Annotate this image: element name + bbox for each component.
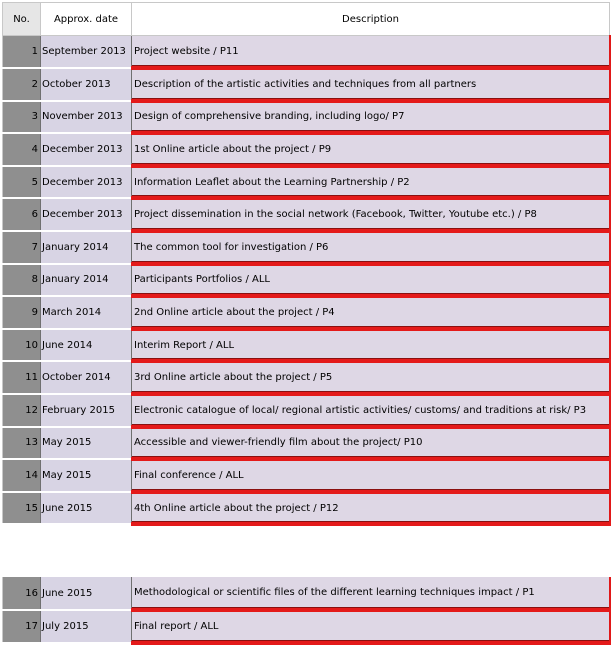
- row-number: 5: [3, 166, 41, 199]
- row-number: 1: [3, 36, 41, 69]
- row-description: Accessible and viewer-friendly film about the project/ P10: [132, 427, 610, 460]
- row-description: Description of the artistic activities and techniques from all partners: [132, 68, 610, 101]
- table-row: [3, 166, 610, 199]
- table-row: [3, 492, 610, 525]
- row-description: Project dissemination in the social network (Facebook, Twitter, Youtube etc.) / P8: [132, 198, 610, 231]
- row-description: Participants Portfolios / ALL: [132, 264, 610, 297]
- table-row: [3, 361, 610, 394]
- row-number: 16: [3, 577, 41, 610]
- row-date: June 2014: [41, 329, 132, 362]
- row-description: Interim Report / ALL: [132, 329, 610, 362]
- row-number: 8: [3, 264, 41, 297]
- header-date: Approx. date: [41, 3, 132, 36]
- table-row: [3, 610, 610, 643]
- table-row: [3, 427, 610, 460]
- row-number: 6: [3, 198, 41, 231]
- row-description: Project website / P11: [132, 36, 610, 69]
- row-date: May 2015: [41, 427, 132, 460]
- table-row: [3, 198, 610, 231]
- row-date: December 2013: [41, 198, 132, 231]
- table-row: [3, 36, 610, 69]
- row-number: 11: [3, 361, 41, 394]
- row-number: 10: [3, 329, 41, 362]
- table-row: [3, 577, 610, 610]
- row-description: Final report / ALL: [132, 610, 610, 643]
- table-row: [3, 296, 610, 329]
- row-date: October 2014: [41, 361, 132, 394]
- row-description: Design of comprehensive branding, including logo/ P7: [132, 101, 610, 134]
- row-number: 4: [3, 133, 41, 166]
- table-row: [3, 329, 610, 362]
- row-description: 3rd Online article about the project / P5: [132, 361, 610, 394]
- row-date: December 2013: [41, 166, 132, 199]
- row-date: January 2014: [41, 264, 132, 297]
- table-row: [3, 394, 610, 427]
- row-date: February 2015: [41, 394, 132, 427]
- row-date: June 2015: [41, 492, 132, 525]
- header-description: Description: [132, 3, 610, 36]
- row-date: March 2014: [41, 296, 132, 329]
- row-number: 15: [3, 492, 41, 525]
- row-date: September 2013: [41, 36, 132, 69]
- continuation-table: [2, 577, 611, 645]
- table-row: [3, 264, 610, 297]
- table-row: [3, 101, 610, 134]
- header-no: No.: [3, 3, 41, 36]
- row-description: Methodological or scientific files of the different learning techniques impact / P1: [132, 577, 610, 610]
- row-description: Electronic catalogue of local/ regional artistic activities/ customs/ and traditions at risk/ P3: [132, 394, 610, 427]
- row-description: 4th Online article about the project / P12: [132, 492, 610, 525]
- row-date: October 2013: [41, 68, 132, 101]
- row-number: 12: [3, 394, 41, 427]
- row-number: 13: [3, 427, 41, 460]
- row-date: December 2013: [41, 133, 132, 166]
- row-number: 9: [3, 296, 41, 329]
- row-description: 1st Online article about the project / P9: [132, 133, 610, 166]
- row-number: 2: [3, 68, 41, 101]
- continuation-table-body: [3, 577, 610, 643]
- table-header-row: [3, 3, 610, 36]
- row-date: May 2015: [41, 459, 132, 492]
- row-number: 3: [3, 101, 41, 134]
- row-number: 14: [3, 459, 41, 492]
- row-description: Information Leaflet about the Learning Partnership / P2: [132, 166, 610, 199]
- row-description: The common tool for investigation / P6: [132, 231, 610, 264]
- row-date: January 2014: [41, 231, 132, 264]
- table-row: [3, 68, 610, 101]
- table-body: [3, 36, 610, 525]
- row-number: 7: [3, 231, 41, 264]
- row-date: November 2013: [41, 101, 132, 134]
- table-row: [3, 459, 610, 492]
- table-row: [3, 231, 610, 264]
- row-description: 2nd Online article about the project / P4: [132, 296, 610, 329]
- row-description: Final conference / ALL: [132, 459, 610, 492]
- deliverables-table: [2, 2, 611, 526]
- table-row: [3, 133, 610, 166]
- row-date: July 2015: [41, 610, 132, 643]
- row-number: 17: [3, 610, 41, 643]
- row-date: June 2015: [41, 577, 132, 610]
